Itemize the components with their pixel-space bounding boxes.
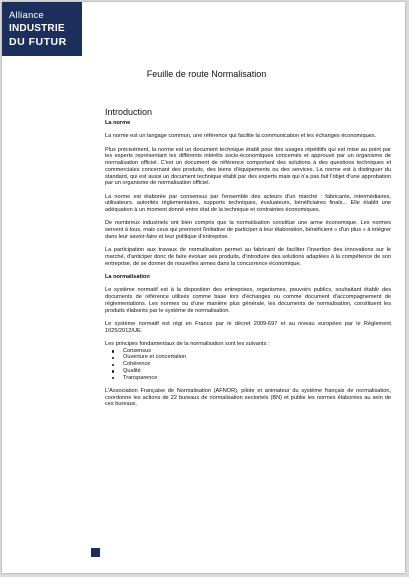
subheading: La normalisation xyxy=(105,274,150,281)
paragraph: De nombreux industriels ont bien compris que la normalisation constitue une arme économique. Les normes servent à tous, mais ceux qui prennent l'initiative de participer à leur élaboration, bénéficient « d'un plus » à intégrer dans leur savoir-faire et leur politique d'entreprise. xyxy=(105,220,391,240)
paragraph: L'Association Française de Normalisation (AFNOR), pilote et animateur du système français de normalisation, coordonne les actions de 22 bureaux de normalisation sectoriels (BN) et publie les normes élaborées au sein de ces bureaux. xyxy=(105,387,391,408)
alliance-logo xyxy=(2,2,82,56)
section-heading: Introduction xyxy=(105,107,153,117)
paragraph: Le système normatif est à la disposition des entreprises, organismes, pouvoirs publics, souhaitant établir des documents de référence utilisés comme base lors d'échanges ou comme document d'accompagnement de réglementations. Les normes ou d'une manière plus générale, les documents de normalisation, constituent les produits élaborés par le système de normalisation. xyxy=(105,287,391,314)
paragraph: Les principes fondamentaux de la normalisation sont les suivants : xyxy=(105,341,270,348)
principles-list xyxy=(105,348,391,382)
logo-line-3: DU FUTUR xyxy=(9,36,67,48)
document-page xyxy=(2,2,405,573)
paragraph: La norme est un langage commun, une référence qui facilite la communication et les échanges économiques. xyxy=(105,133,377,140)
paragraph: La norme est élaborée par consensus par l'ensemble des acteurs d'un marché : fabricants, intermédiaires, utilisateurs, autorités réglementaires, supports techniques, évaluateurs, bénéficiaires finals... Elle établit une adéquation à un moment donné entre état de la technique et contraintes économiques. xyxy=(105,193,391,214)
list-item: Cohérence xyxy=(123,361,391,368)
document-body xyxy=(105,107,391,415)
list-item: Consensus xyxy=(123,348,391,355)
subheading: La norme xyxy=(105,120,131,126)
logo-line-2: INDUSTRIE xyxy=(9,23,65,34)
list-item: Ouverture et concertation xyxy=(123,354,391,361)
brand-square-mark xyxy=(91,548,100,557)
list-item: Transparence xyxy=(123,375,391,382)
list-item: Qualité xyxy=(123,368,391,375)
paragraph: Plus précisément, la norme est un document technique établi pour des usages répétitifs qui est mise au point par les experts représentant les différents intérêts socio-économiques concernés et approuvé par un organisme de normalisation officiel. C'est un document de référence comportant des solutions à des questions techniques et commerciales concernant des produits, des biens d'équipements ou des services. La norme est à distinguer du standard, qui est aussi un document technique établi par des experts mais qui n'a pas fait l'objet d'une approbation par un organisme de normalisation officiel. xyxy=(105,146,391,187)
paragraph: Le système normatif est régi en France par le décret 2009-697 et au niveau européen par le Règlement 1025/2012/UE. xyxy=(105,320,391,334)
document-title: Feuille de route Normalisation xyxy=(146,69,267,79)
logo-line-1: Alliance xyxy=(9,10,44,21)
paragraph: La participation aux travaux de normalisation permet au fabricant de faciliter l'insertion des innovations sur le marché, d'anticiper donc de faire évoluer ses produits, d'introduire des solutions adaptées à la compétence de son entreprise, de se donner de nouvelles armes dans la concurrence économique. xyxy=(105,247,391,267)
